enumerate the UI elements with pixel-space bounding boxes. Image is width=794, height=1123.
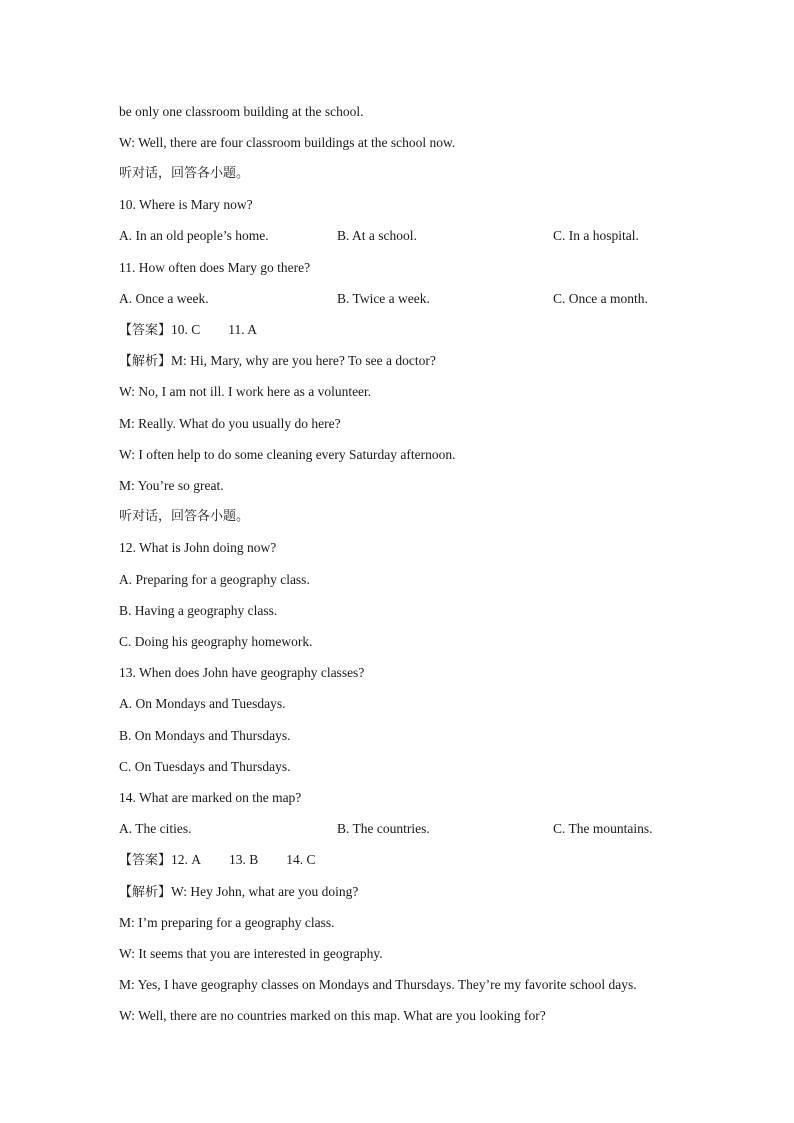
option-a: A. Once a week.: [119, 291, 209, 306]
analysis-line: [119, 884, 358, 901]
answer-tag: 【答案】: [119, 323, 172, 338]
text-line: W: It seems that you are interested in geography.: [119, 946, 383, 961]
option-b: B. At a school.: [337, 228, 417, 243]
option-a: A. On Mondays and Tuesdays.: [119, 696, 286, 711]
text-line: W: Well, there are four classroom buildings at the school now.: [119, 135, 456, 150]
instruction-line: 听对话，回答各小题。: [119, 509, 250, 524]
option-c: C. The mountains.: [553, 821, 653, 836]
text-line: W: Well, there are no countries marked on this map. What are you looking for?: [119, 1008, 546, 1023]
text-line: be only one classroom building at the school.: [119, 104, 364, 119]
option-a: A. In an old people’s home.: [119, 228, 269, 243]
text-line: M: Yes, I have geography classes on Mondays and Thursdays. They’re my favorite school days.: [119, 977, 637, 992]
question-11: 11. How often does Mary go there?: [119, 260, 311, 275]
option-c: C. Once a month.: [553, 291, 648, 306]
analysis-line: [119, 353, 436, 370]
analysis-tag: 【解析】: [119, 885, 172, 900]
answer-item: 11. A: [228, 322, 258, 337]
transcript-text: W: Hey John, what are you doing?: [171, 884, 359, 899]
analysis-tag: 【解析】: [119, 354, 172, 369]
question-14-options: [119, 821, 679, 837]
question-10-options: [119, 228, 679, 244]
instruction-line: 听对话，回答各小题。: [119, 166, 250, 181]
option-c: C. Doing his geography homework.: [119, 634, 313, 649]
answer-item: 10. C: [171, 322, 201, 337]
option-a: A. The cities.: [119, 821, 192, 836]
answer-item: 14. C: [286, 852, 316, 867]
question-12: 12. What is John doing now?: [119, 540, 277, 555]
text-line: W: I often help to do some cleaning every Saturday afternoon.: [119, 447, 456, 462]
option-b: B. Twice a week.: [337, 291, 430, 306]
option-b: B. The countries.: [337, 821, 430, 836]
question-14: 14. What are marked on the map?: [119, 790, 302, 805]
option-b: B. Having a geography class.: [119, 603, 278, 618]
question-10: 10. Where is Mary now?: [119, 197, 253, 212]
question-11-options: [119, 291, 679, 307]
answer-item: 13. B: [229, 852, 259, 867]
text-line: W: No, I am not ill. I work here as a volunteer.: [119, 384, 372, 399]
text-line: M: I’m preparing for a geography class.: [119, 915, 335, 930]
answer-line: [119, 322, 257, 339]
text-line: M: You’re so great.: [119, 478, 224, 493]
answer-tag: 【答案】: [119, 853, 172, 868]
option-b: B. On Mondays and Thursdays.: [119, 728, 291, 743]
answer-line: [119, 852, 316, 869]
question-13: 13. When does John have geography classes?: [119, 665, 365, 680]
option-a: A. Preparing for a geography class.: [119, 572, 310, 587]
answer-item: 12. A: [171, 852, 202, 867]
option-c: C. On Tuesdays and Thursdays.: [119, 759, 291, 774]
transcript-text: M: Hi, Mary, why are you here? To see a doctor?: [171, 353, 436, 368]
option-c: C. In a hospital.: [553, 228, 639, 243]
text-line: M: Really. What do you usually do here?: [119, 416, 341, 431]
